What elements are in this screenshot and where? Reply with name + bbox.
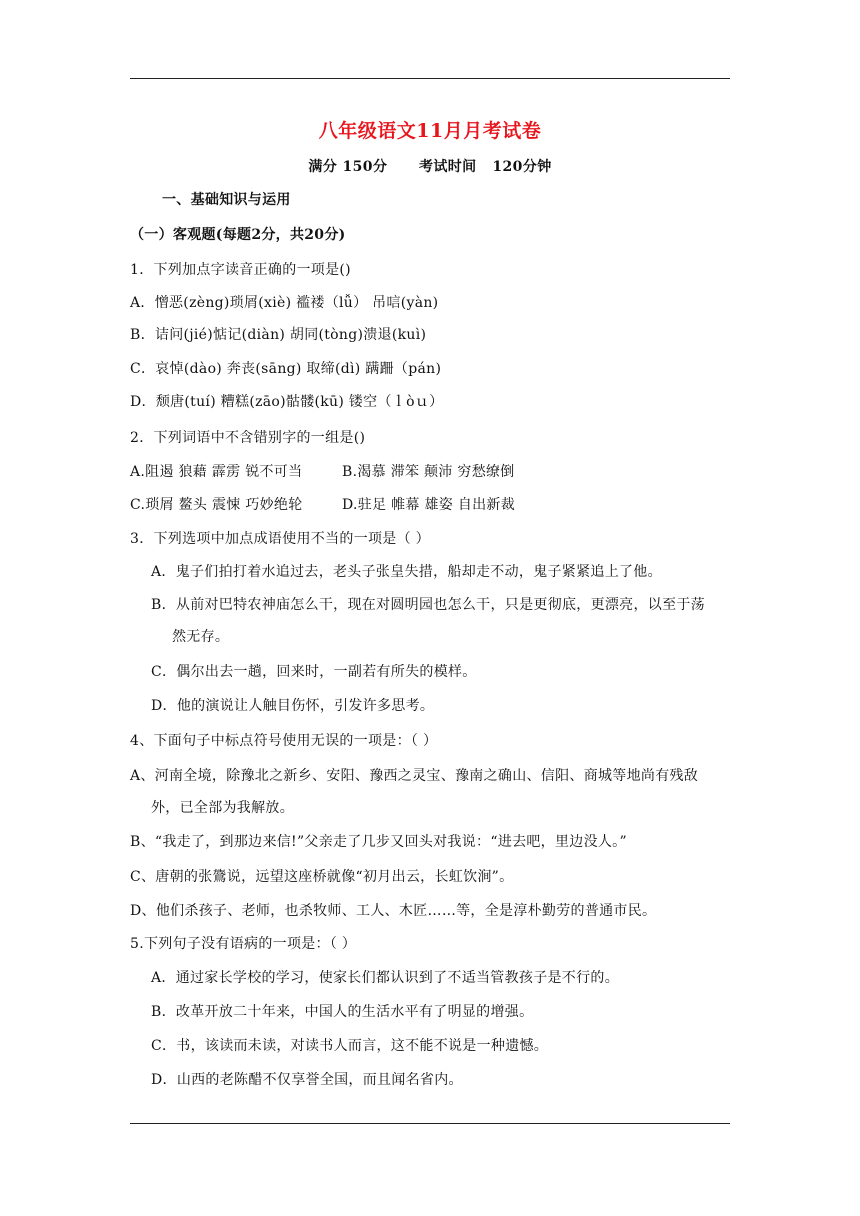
header-rule	[130, 78, 730, 79]
q4-option-b: B、“我走了，到那边来信!”父亲走了几步又回头对我说：“进去吧，里边没人。”	[130, 834, 627, 850]
q4-option-c: C、唐朝的张鷟说，远望这座桥就像“初月出云，长虹饮涧”。	[130, 869, 514, 885]
q4-option-a: A、河南全境，除豫北之新乡、安阳、豫西之灵宝、豫南之确山、信阳、商城等地尚有残敌	[130, 768, 699, 784]
q1-stem: 1．下列加点字读音正确的一项是()	[130, 262, 351, 278]
q5-option-c: C．书，该读而未读，对读书人而言，这不能不说是一种遗憾。	[151, 1038, 549, 1054]
q3-option-b: B．从前对巴特农神庙怎么干，现在对圆明园也怎么干，只是更彻底，更漂亮，以至于荡	[151, 597, 705, 613]
q5-option-a: A．通过家长学校的学习，使家长们都认识到了不适当管教孩子是不行的。	[151, 970, 620, 986]
q2-stem: 2．下列词语中不含错别字的一组是()	[130, 430, 366, 446]
q4-stem: 4、下面句子中标点符号使用无误的一项是：（ ）	[130, 733, 438, 749]
exam-title: 八年级语文11月月考试卷	[318, 120, 542, 142]
part-heading: （一）客观题(每题2分，共20分)	[130, 227, 346, 243]
footer-rule	[130, 1123, 730, 1124]
q2-option-d: D.驻足 帷幕 雄姿 自出新裁	[342, 497, 516, 513]
q5-option-d: D．山西的老陈醋不仅享誉全国，而且闻名省内。	[151, 1072, 463, 1088]
q1-option-a: A．憎恶(zèng)琐屑(xiè) 褴褛（lǚ） 吊唁(yàn)	[130, 295, 439, 311]
q1-option-d: D．颓唐(tuí) 糟糕(zāo)骷髅(kū) 镂空（ｌòｕ）	[130, 394, 444, 410]
q5-option-b: B．改革开放二十年来，中国人的生活水平有了明显的增强。	[151, 1004, 534, 1020]
exam-subtitle: 满分 150分 考试时间 120分钟	[308, 159, 552, 175]
q2-option-b: B.渴慕 滞笨 颠沛 穷愁缭倒	[342, 464, 515, 480]
q2-option-c: C.琐屑 鳌头 震悚 巧妙绝轮	[130, 497, 303, 513]
q5-stem: 5.下列句子没有语病的一项是：（ ）	[130, 936, 357, 952]
q3-option-c: C．偶尔出去一趟，回来时，一副若有所失的模样。	[151, 664, 477, 680]
q1-option-c: C．哀悼(dào) 奔丧(sāng) 取缔(dì) 蹒跚（pán)	[130, 361, 442, 377]
q4-option-d: D、他们杀孩子、老师，也杀牧师、工人、木匠……等，全是淳朴勤劳的普通市民。	[130, 903, 657, 919]
q3-option-a: A．鬼子们拍打着水追过去，老头子张皇失措，船却走不动，鬼子紧紧追上了他。	[151, 564, 662, 580]
section-heading: 一、基础知识与运用	[162, 192, 291, 208]
q1-option-b: B．诘问(jié)惦记(diàn) 胡同(tòng)溃退(kuì)	[130, 327, 427, 343]
q4-option-a-cont: 外，已全部为我解放。	[151, 800, 294, 816]
q2-option-a: A.阻遏 狼藉 霹雳 锐不可当	[130, 464, 303, 480]
q3-option-b-cont: 然无存。	[172, 629, 230, 645]
q3-stem: 3．下列选项中加点成语使用不当的一项是（ ）	[130, 531, 430, 547]
q3-option-d: D．他的演说让人触目伤怀，引发许多思考。	[151, 698, 435, 714]
